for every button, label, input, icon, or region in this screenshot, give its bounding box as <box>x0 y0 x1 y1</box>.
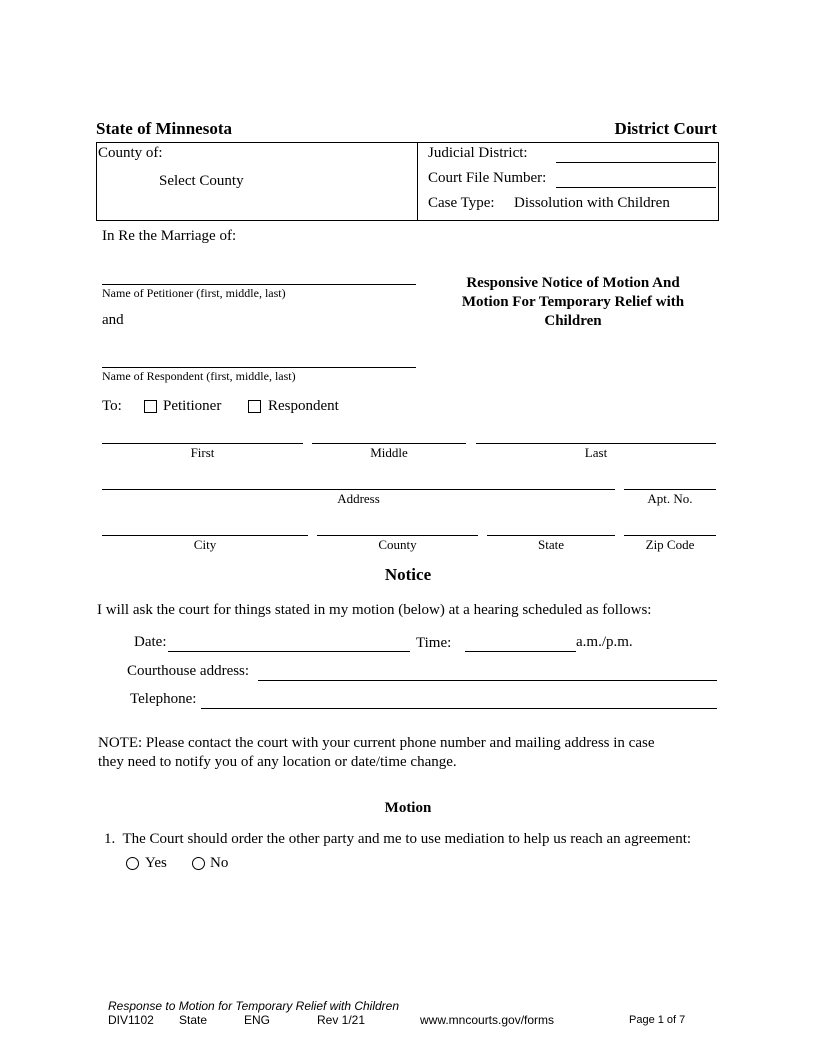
judicial-district-field[interactable] <box>556 162 716 163</box>
county-label: County of: <box>98 145 163 161</box>
last-caption: Last <box>584 445 608 460</box>
state-heading: State of Minnesota <box>96 119 232 138</box>
last-name-field[interactable] <box>476 443 716 444</box>
notice-note-line2: they need to notify you of any location or date/time change. <box>98 754 457 770</box>
county-field[interactable] <box>317 535 478 536</box>
form-title-line3: Children <box>544 313 602 329</box>
footer-language: ENG <box>244 1013 271 1027</box>
notice-intro: I will ask the court for things stated in my motion (below) at a hearing scheduled as follows: <box>97 602 652 618</box>
form-title-line1: Responsive Notice of Motion And <box>466 275 680 291</box>
court-heading: District Court <box>614 119 717 138</box>
footer-url[interactable]: www.mncourts.gov/forms <box>420 1013 555 1027</box>
in-re-label: In Re the Marriage of: <box>102 228 237 244</box>
respondent-checkbox[interactable] <box>248 400 261 413</box>
petitioner-name-field[interactable] <box>102 284 416 285</box>
caption-divider <box>417 142 418 221</box>
court-file-number-label: Court File Number: <box>428 170 547 186</box>
city-field[interactable] <box>102 535 308 536</box>
state-caption: State <box>538 537 564 552</box>
apt-caption: Apt. No. <box>647 491 693 506</box>
time-field[interactable] <box>465 651 576 652</box>
case-type-value: Dissolution with Children <box>514 195 670 211</box>
motion-heading: Motion <box>384 800 432 816</box>
middle-name-field[interactable] <box>312 443 466 444</box>
case-type-label: Case Type: <box>428 195 495 211</box>
form-title-line2: Motion For Temporary Relief with <box>461 294 685 310</box>
footer-page: Page 1 of 7 <box>629 1014 686 1026</box>
ampm-label: a.m./p.m. <box>576 634 633 650</box>
courthouse-label: Courthouse address: <box>127 663 250 679</box>
and-label: and <box>102 312 124 328</box>
middle-caption: Middle <box>370 445 408 460</box>
state-field[interactable] <box>487 535 615 536</box>
first-name-field[interactable] <box>102 443 303 444</box>
mediation-yes-radio[interactable] <box>126 857 139 870</box>
telephone-label: Telephone: <box>130 691 197 707</box>
zip-caption: Zip Code <box>645 537 695 552</box>
time-label: Time: <box>416 635 452 651</box>
city-caption: City <box>193 537 217 552</box>
petitioner-checkbox[interactable] <box>144 400 157 413</box>
respondent-checkbox-label: Respondent <box>268 398 339 414</box>
motion-item-1: 1. The Court should order the other party and me to use mediation to help us reach an agreement: <box>104 831 692 847</box>
mediation-no-radio[interactable] <box>192 857 205 870</box>
petitioner-caption: Name of Petitioner (first, middle, last) <box>102 286 286 300</box>
county-caption: County <box>378 537 417 552</box>
notice-note <box>98 734 655 772</box>
footer-form-id: DIV1102 <box>108 1013 154 1027</box>
mediation-no-label: No <box>210 855 229 871</box>
footer-revision: Rev 1/21 <box>317 1013 366 1027</box>
form-title <box>428 274 718 331</box>
county-select[interactable]: Select County <box>159 173 244 189</box>
judicial-district-label: Judicial District: <box>428 145 528 161</box>
date-label: Date: <box>134 634 167 650</box>
footer-title: Response to Motion for Temporary Relief with Children <box>108 999 400 1013</box>
address-caption: Address <box>337 491 380 506</box>
zip-field[interactable] <box>624 535 716 536</box>
address-field[interactable] <box>102 489 615 490</box>
notice-note-line1: NOTE: Please contact the court with your current phone number and mailing address in case <box>98 735 655 751</box>
footer-jurisdiction: State <box>179 1013 208 1027</box>
apt-field[interactable] <box>624 489 716 490</box>
first-caption: First <box>190 445 215 460</box>
notice-heading: Notice <box>384 565 432 584</box>
date-field[interactable] <box>168 651 410 652</box>
mediation-yes-label: Yes <box>145 855 167 871</box>
court-file-number-field[interactable] <box>556 187 716 188</box>
respondent-caption: Name of Respondent (first, middle, last) <box>102 369 296 383</box>
telephone-field[interactable] <box>201 708 717 709</box>
petitioner-checkbox-label: Petitioner <box>163 398 222 414</box>
to-label: To: <box>102 398 122 414</box>
respondent-name-field[interactable] <box>102 367 416 368</box>
courthouse-field[interactable] <box>258 680 717 681</box>
